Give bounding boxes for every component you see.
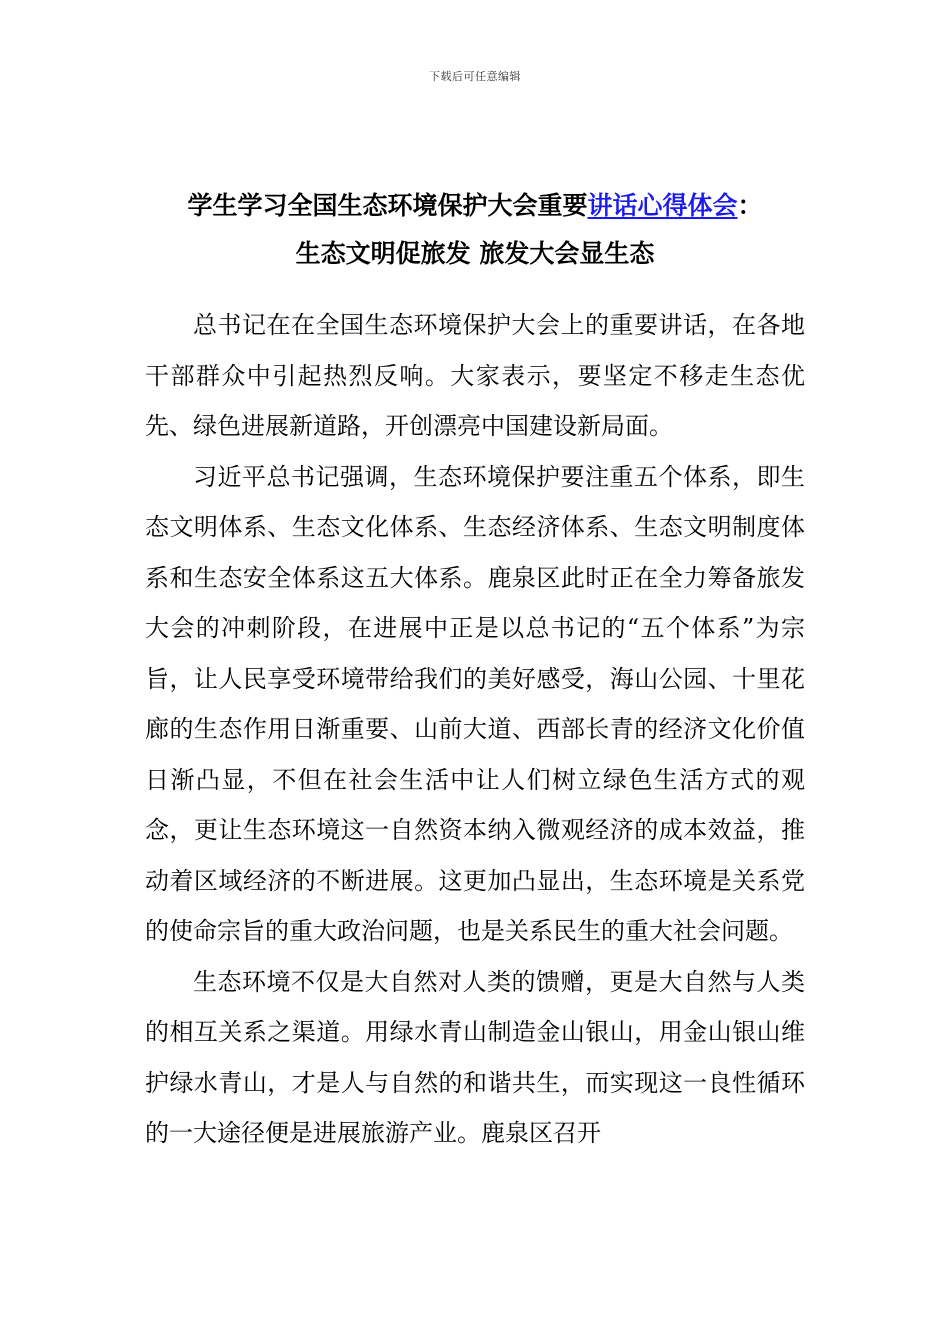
document-body xyxy=(145,300,805,1159)
title-line-2: 生态文明促旅发 旅发大会显生态 xyxy=(295,239,655,268)
paragraph-2: 习近平总书记强调，生态环境保护要注重五个体系，即生态文明体系、生态文化体系、生态经济体系、生态文明制度体系和生态安全体系这五大体系。鹿泉区此时正在全力筹备旅发大会的冲刺阶段，在进展中正是以总书记的“五个体系”为宗旨，让人民享受环境带给我们的美好感受，海山公园、十里花廊的生态作用日渐重要、山前大道、西部长青的经济文化价值日渐凸显，不但在社会生活中让人们树立绿色生活方式的观念，更让生态环境这一自然资本纳入微观经济的成本效益，推动着区域经济的不断进展。这更加凸显出，生态环境是关系党的使命宗旨的重大政治问题，也是关系民生的重大社会问题。 xyxy=(145,462,805,945)
title-link[interactable]: 讲话心得体会 xyxy=(587,191,738,220)
title-line-1-colon: ： xyxy=(737,191,763,220)
title-line-1 xyxy=(120,182,830,230)
title-line-1-text: 学生学习全国生态环境保护大会重要 xyxy=(187,191,588,220)
header-note: 下载后可任意编辑 xyxy=(429,70,521,83)
paragraph-1: 总书记在在全国生态环境保护大会上的重要讲话，在各地干部群众中引起热烈反响。大家表示，要坚定不移走生态优先、绿色进展新道路，开创漂亮中国建设新局面。 xyxy=(145,311,805,440)
document-title xyxy=(120,182,830,278)
paragraph-3: 生态环境不仅是大自然对人类的馈赠，更是大自然与人类的相互关系之渠道。用绿水青山制造金山银山，用金山银山维护绿水青山，才是人与自然的和谐共生，而实现这一良性循环的一大途径便是进展旅游产业。鹿泉区召开 xyxy=(145,967,805,1147)
